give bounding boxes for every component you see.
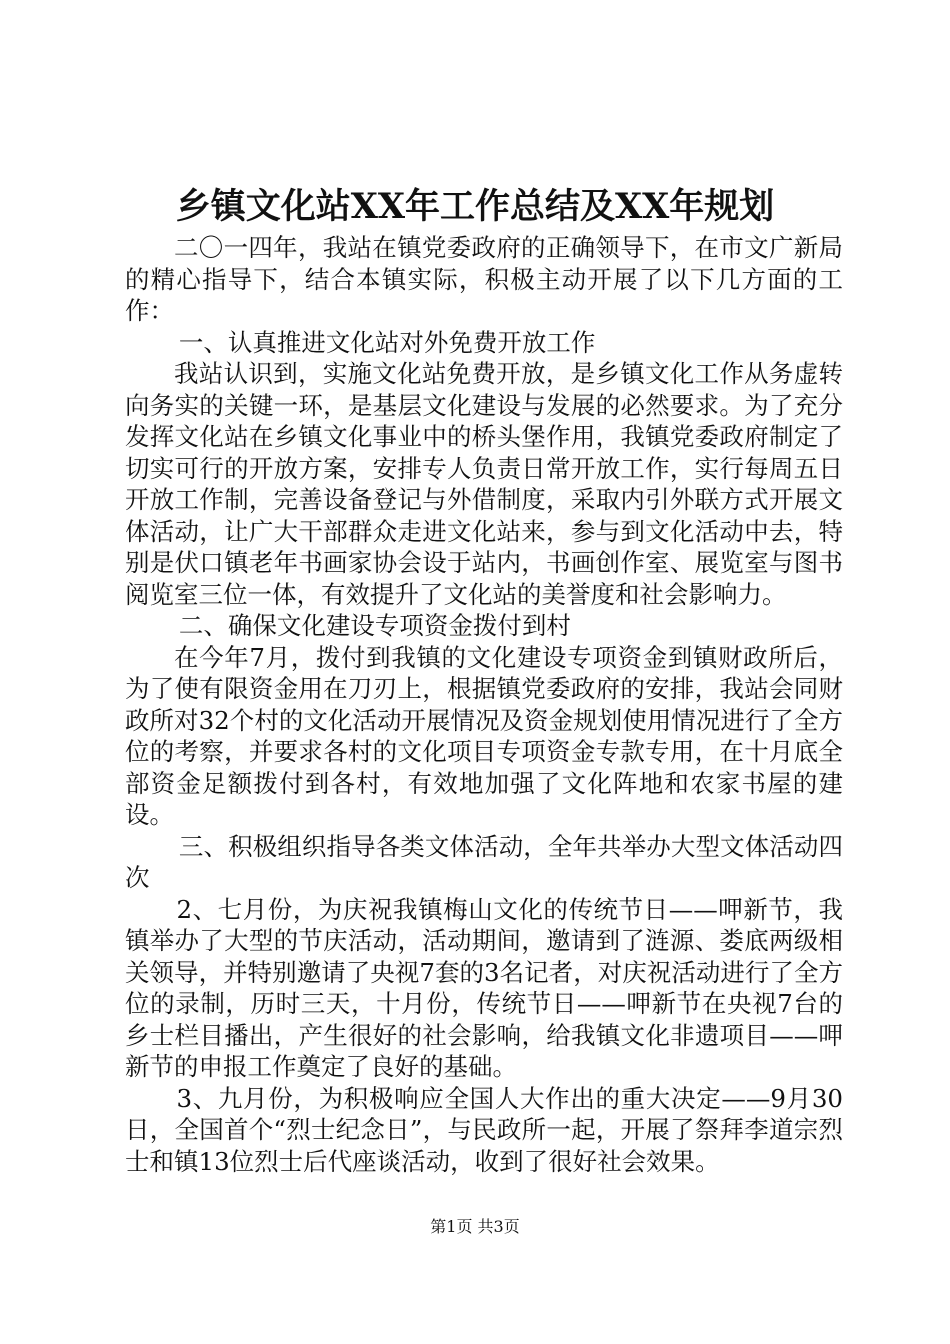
activity-item-3: 3、九月份，为积极响应全国人大作出的重大决定——9月30日，全国首个“烈士纪念日”，与民政所一起，开展了祭拜李道宗烈士和镇13位烈士后代座谈活动，收到了很好社会效果。 bbox=[125, 1083, 843, 1176]
document-title: 乡镇文化站XX年工作总结及XX年规划 bbox=[175, 186, 775, 227]
section-heading-1: 一、认真推进文化站对外免费开放工作 bbox=[178, 327, 596, 357]
section-1-paragraph: 我站认识到，实施文化站免费开放，是乡镇文化工作从务虚转向务实的关键一环，是基层文化建设与发展的必然要求。为了充分发挥文化站在乡镇文化事业中的桥头堡作用，我镇党委政府制定了切实可行的开放方案，安排专人负责日常开放工作，实行每周五日开放工作制，完善设备登记与外借制度，采取内引外联方式开展文体活动，让广大干部群众走进文化站来，参与到文化活动中去，特别是伏口镇老年书画家协会设于站内，书画创作室、展览室与图书阅览室三位一体，有效提升了文化站的美誉度和社会影响力。 bbox=[125, 359, 843, 609]
section-heading-3: 三、积极组织指导各类文体活动，全年共举办大型文体活动四次 bbox=[125, 831, 843, 892]
document-body bbox=[125, 232, 843, 1177]
section-2-paragraph: 在今年7月，拨付到我镇的文化建设专项资金到镇财政所后，为了使有限资金用在刀刃上，根据镇党委政府的安排，我站会同财政所对32个村的文化活动开展情况及资金规划使用情况进行了全方位的考察，并要求各村的文化项目专项资金专款专用，在十月底全部资金足额拨付到各村，有效地加强了文化阵地和农家书屋的建设。 bbox=[125, 642, 843, 829]
section-heading-2: 二、确保文化建设专项资金拨付到村 bbox=[178, 611, 571, 640]
page-footer: 第1页 共3页 bbox=[430, 1217, 520, 1236]
activity-item-2: 2、七月份，为庆祝我镇梅山文化的传统节日——呷新节，我镇举办了大型的节庆活动，活动期间，邀请到了涟源、娄底两级相关领导，并特别邀请了央视7套的3名记者，对庆祝活动进行了全方位的录制，历时三天，十月份，传统节日——呷新节在央视7台的乡士栏目播出，产生很好的社会影响，给我镇文化非遗项目——呷新节的申报工作奠定了良好的基础。 bbox=[125, 894, 843, 1081]
intro-paragraph: 二〇一四年，我站在镇党委政府的正确领导下，在市文广新局的精心指导下，结合本镇实际，积极主动开展了以下几方面的工作： bbox=[125, 233, 843, 325]
